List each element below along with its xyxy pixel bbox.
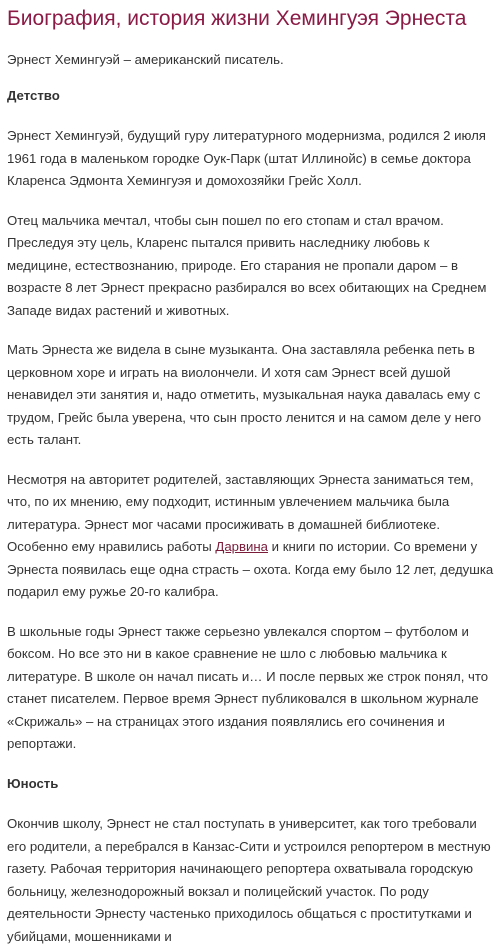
section-heading-youth: Юность — [7, 775, 59, 791]
paragraph: В школьные годы Эрнест также серьезно увлекался спортом – футболом и боксом. Но все это ни в какое сравнение не шло с любовью мальчика к литературе. В школе он начал писать и… И после первых же строк понял, что станет писателем. Первое время Эрнест публиковался в школьном журнале «Скрижаль» – на страницах этого издания появлялись его сочинения и репортажи. — [7, 623, 489, 751]
paragraph-text: и книги по истории. Со времени у Эрнеста появилась еще одна страсть – охота. Когда ему было 12 лет, дедушка подарил ему ружье 20-го калибра. — [7, 539, 494, 599]
section-heading-childhood: Детство — [7, 87, 60, 103]
paragraph: Отец мальчика мечтал, чтобы сын пошел по его стопам и стал врачом. Преследуя эту цель, Кларенс пытался привить наследнику любовь к медицине, естествознанию, природе. Его старания не пропали даром – в возрасте 8 лет Эрнест прекрасно разбирался во всех обитающих на Среднем Западе видах растений и животных. — [7, 212, 487, 318]
paragraph: Мать Эрнеста же видела в сыне музыканта. Она заставляла ребенка петь в церковном хоре и играть на виолончели. И хотя сам Эрнест всей душой ненавидел эти занятия и, надо отметить, музыкальная наука давалась ему с трудом, Грейс была уверена, что сын просто ленится и на самом деле у него есть талант. — [7, 342, 482, 447]
lead-paragraph: Эрнест Хемингуэй – американский писатель. — [7, 52, 284, 67]
darwin-link[interactable]: Дарвина — [215, 539, 268, 554]
paragraph-with-link — [7, 469, 496, 604]
paragraph: Окончив школу, Эрнест не стал поступать в университет, как того требовали его родители, а перебрался в Канзас-Сити и устроился репортером в местную газету. Рабочая территория начинающего репортера охватывала городскую больницу, железнодорожный вокзал и полицейский участок. По роду деятельности Эрнесту частенько приходилось общаться с проститутками и убийцами, мошенниками и — [7, 816, 491, 944]
article-title: Биография, история жизни Хемингуэя Эрнеста — [7, 7, 467, 30]
paragraph-text: Несмотря на авторитет родителей, заставляющих Эрнеста заниматься тем, что, по их мнению, ему подходит, истинным увлечением мальчика была литература. Эрнест мог часами просиживать в домашней библиотеке. Особенно ему нравились работы — [7, 471, 474, 554]
paragraph: Эрнест Хемингуэй, будущий гуру литературного модернизма, родился 2 июля 1961 года в маленьком городке Оук-Парк (штат Иллинойс) в семье доктора Кларенса Эдмонта Хемингуэя и домохозяйки Грейс Холл. — [7, 128, 486, 188]
